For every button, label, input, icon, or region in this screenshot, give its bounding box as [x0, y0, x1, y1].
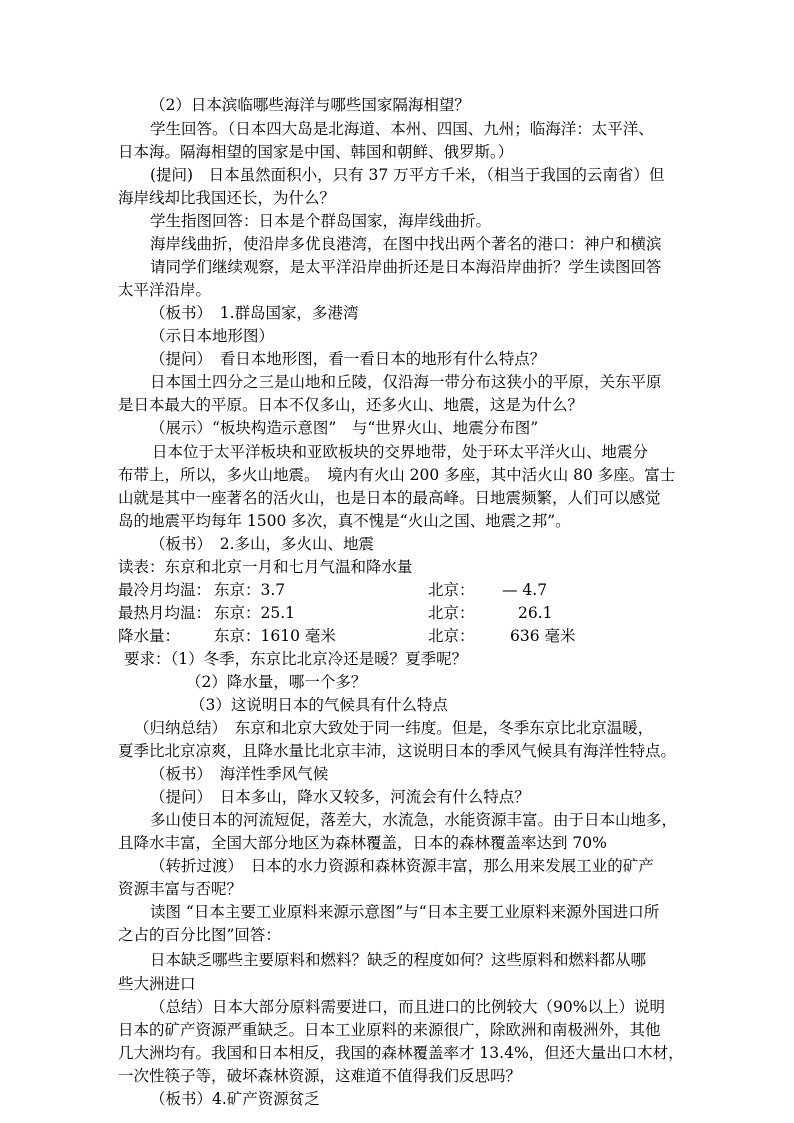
- text-line: （2）降水量，哪一个多？: [186, 673, 367, 691]
- text-line: 读图 “日本主要工业原料来源示意图”与“日本主要工业原料来源外国进口所: [150, 903, 660, 921]
- text-line: 日本位于太平洋板块和亚欧板块的交界地带，处于环太平洋火山、地震分: [152, 443, 649, 461]
- board-note: （板书）4.矿产资源贫乏: [150, 1090, 320, 1108]
- text-line: 学生指图回答：日本是个群岛国家，海岸线曲折。: [150, 212, 492, 230]
- text-line: （总结）日本大部分原料需要进口，而且进口的比例较大（90%以上）说明: [150, 998, 665, 1016]
- text-line: 岛的地震平均每年 1500 多次，真不愧是“火山之国、地震之邦”。: [118, 512, 571, 530]
- tokyo-value: 东京：3.7: [214, 581, 286, 599]
- row-label: 最冷月均温：: [118, 581, 212, 599]
- text-line: 布带上，所以，多火山地震。 境内有火山 200 多座，其中活火山 80 多座。富士: [118, 466, 676, 484]
- beijing-value: — 4.7: [502, 581, 548, 599]
- text-line: 几大洲均有。我国和日本相反，我国的森林覆盖率才 13.4%，但还大量出口木材，: [118, 1044, 684, 1062]
- tokyo-value: 东京：1610 毫米: [214, 627, 336, 645]
- text-line: 山就是其中一座著名的活火山，也是日本的最高峰。日地震频繁，人们可以感觉: [118, 489, 661, 507]
- text-line: 学生回答。（日本四大岛是北海道、本州、四国、九州；临海洋：太平洋、: [150, 120, 654, 138]
- text-line: 多山使日本的河流短促，落差大，水流急，水能资源丰富。由于日本山地多，: [150, 811, 678, 829]
- row-label: 降水量：: [118, 627, 181, 645]
- beijing-label: 北京：: [428, 627, 475, 645]
- text-line: 一次性筷子等，破坏森林资源，这难道不值得我们反思吗？: [118, 1067, 522, 1085]
- beijing-value: 26.1: [518, 604, 553, 622]
- board-note: （板书） 1.群岛国家，多港湾: [150, 304, 359, 322]
- board-note: （板书） 2.多山，多火山、地震: [150, 535, 375, 553]
- text-line: 是日本最大的平原。日本不仅多山，还多火山、地震，这是为什么？: [118, 396, 584, 414]
- beijing-label: 北京：: [428, 581, 475, 599]
- board-note: （板书） 海洋性季风气候: [150, 765, 329, 783]
- text-line: （提问） 日本多山，降水又较多，河流会有什么特点？: [150, 788, 530, 806]
- text-line: 太平洋沿岸。: [118, 281, 212, 299]
- table-caption: 读表：东京和北京一月和七月气温和降水量: [118, 558, 413, 576]
- text-line: 日本缺乏哪些主要原料和燃料？缺乏的程度如何？这些原料和燃料都从哪: [150, 951, 647, 969]
- text-line: （提问） 看日本地形图，看一看日本的地形有什么特点？: [150, 350, 546, 368]
- text-line: 资源丰富与否呢？: [118, 880, 243, 898]
- text-line: 要求：（1）冬季，东京比北京冷还是暖？夏季呢？: [124, 650, 468, 668]
- text-line: 日本国土四分之三是山地和丘陵，仅沿海一带分布这狭小的平原，关东平原: [150, 373, 662, 391]
- text-line: 海岸线曲折，使沿岸多优良港湾，在图中找出两个著名的港口：神户和横滨: [150, 235, 662, 253]
- tokyo-value: 东京：25.1: [214, 604, 296, 622]
- text-line: 请同学们继续观察，是太平洋沿岸曲折还是日本海沿岸曲折？学生读图回答: [150, 258, 662, 276]
- beijing-label: 北京：: [428, 604, 475, 622]
- text-line: 夏季比北京凉爽，且降水量比北京丰沛，这说明日本的季风气候具有海洋性特点。: [118, 742, 677, 760]
- row-label: 最热月均温：: [118, 604, 212, 622]
- text-line: 且降水丰富，全国大部分地区为森林覆盖，日本的森林覆盖率达到 70%: [118, 834, 607, 852]
- beijing-value: 636 毫米: [510, 627, 576, 645]
- text-line: 日本海。隔海相望的国家是中国、韩国和朝鲜、俄罗斯。）: [118, 143, 514, 161]
- text-line: （转折过渡） 日本的水力资源和森林资源丰富，那么用来发展工业的矿产: [150, 857, 654, 875]
- text-line: (提问) 日本虽然面积小，只有 37 万平方千米，（相当于我国的云南省）但: [150, 166, 665, 184]
- text-line: 海岸线却比我国还长，为什么？: [118, 189, 336, 207]
- text-line: （归纳总结） 东京和北京大致处于同一纬度。但是，冬季东京比北京温暖，: [134, 719, 654, 737]
- text-line: （2）日本滨临哪些海洋与哪些国家隔海相望？: [150, 96, 470, 114]
- text-line: （示日本地形图）: [150, 327, 275, 345]
- text-line: （3）这说明日本的气候具有什么特点: [190, 696, 448, 714]
- text-line: （展示）“板块构造示意图” 与“世界火山、地震分布图”: [150, 419, 539, 437]
- text-line: 之占的百分比图”回答：: [118, 926, 281, 944]
- text-line: 些大洲进口: [118, 975, 196, 993]
- text-line: 日本的矿产资源严重缺乏。日本工业原料的来源很广，除欧洲和南极洲外，其他: [118, 1021, 661, 1039]
